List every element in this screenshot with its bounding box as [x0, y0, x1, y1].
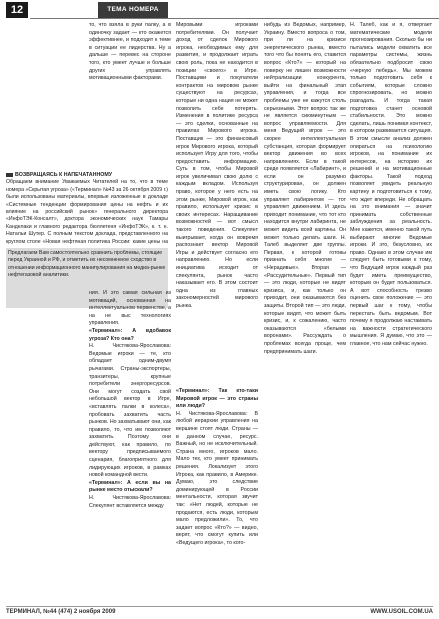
- column-2-top: [176, 22, 258, 380]
- column-3: [264, 22, 346, 602]
- interview-question: «Терминал»: Так кто-таки Мировой игрок — это страны или люди?: [176, 388, 258, 410]
- sidebar-notice: [6, 172, 168, 246]
- footer-issue: ТЕРМИНАЛ, №44 (474) 2 ноября 2009: [6, 609, 116, 615]
- section-label: ТЕМА НОМЕРА: [98, 2, 168, 18]
- paragraph: Н. Чистякова-Ярославова: Ведомые игроки — те, кто обладает одним-двумя рычагами. Страны-экспортеры, транзитеры, крупные потребители энергоресурсов. Они могут создать свой небольшой вектор в Игре, «вставлять палки в колеса», пробовать захватить часть рынков. Но захватывают они, как правило, то, что им позволяют захватить. Поэтому они действуют, как правило, по вектору предписываемого сценария, благоприятного для лидирующих игроков, в рамках новой командной вести.: [89, 343, 171, 479]
- paragraph: Мировыми игроками потребителями. Он получает доход от сделок Мирового игрока, необходимых ему для развития, и продолжает играть свою роль, пока не находится в позиции «своего» в Игре. Поставщики и покупатели контрактов на мировом рынке существуют на ресурсах, которые ни одна нация не может позволить себе потерять. Изменения в политике ресурса — это сделки, основанные на правилах Мирового игрока. Поставщик — это финансовый игрок Мирового игрока, который использует Игру для того, чтобы предоставить информацию. Суть в том, чтобы Мировой игрок увеличивал свою долю с каждым вкладом. Используя право, которое у него есть на этом рынке, Мировой игрок, как правило, использует кризис в своих интересах. Наращивание возможностей — вот смысл такого поведения. Спекулянт выигрывает, когда он вовремя распознает вектор Мировой Игры и действует согласно его направлению. Но если инициатива исходит от спекулянта, рынок часто наказывает его. В этом состоит одна из главных закономерностей мирового рынка.: [176, 22, 258, 309]
- footer-url: WWW.USOIL.COM.UA: [370, 609, 433, 615]
- column-2-bottom: [176, 388, 258, 598]
- interview-question: «Терминал»: А вдобавок угроза? Кто она?: [89, 327, 171, 342]
- paragraph: то, что взяла в руки палку, а в одиночку задает — кто окажется эффективнее, и подходит к теме в ситуации ее лидерства. Ну а дальше — перевес на стороне того, кто умеет лучше и больше других управлять мотивационными факторами.: [89, 22, 171, 82]
- sidebar-body: Обращаем внимание Уважаемых Читателей на то, что в теме номера «Скрытая угроза» («Терминал» №43 за 26 октября 2009 г.) были использованы материалы, впервые изложенные в докладе «Системные тенденции формирования цены на нефть и их влияние на российский рынок» генерального директора «ИнфоТЭК-Консалт», доктора экономических наук Тамары Канделаки и главного редактора бюллетеня «ИнфоТЭК», к. т. н. Натальи Шутер. С полным текстом доклада, представленного на круглом столе «Новая нефтяная политика России: какие цены на: [6, 179, 168, 245]
- paragraph: Н. Чистякова-Ярославова: В любой иерархии управления на вершине стоят люди. Страны — в данном случае, ресурс. Важный, но не исключительный. Страна много, игроков мало. Мало тех, кто умеет принимать решения. Локализует этого Игрока, как правило, в Америке. Думаю, это следствие доминирующей в России ментальности, которая звучит так: «Нет людей, которые не продаются, есть люди, которым мало предложили». То, что задает вопрос «Кто?» — видно, верят, что смогут купить или «Ведущего игрока», то кого-: [176, 410, 258, 546]
- page-header: [0, 0, 439, 20]
- paragraph: нибудь из Ведомых, например, Украину. Вместо вопроса о том, при ли на кризисе энергетического рынка, вместо того что бы понять его, ставится вопрос «Кто?» — который на поверку не лишен возможности нейтрализации конкурента, выйти на финальный этап управления, и тогда все проблемы уже не кажутся столь серьезными. Этот вопрос так же не является сиюминутным — вопрос управляемости. Для меня Ведущий игрок — это скорее интеллектуальная субстанция, которая формирует вектор движения во всех направлениях. Если в такой среде появляется «Лабиринт», и если он разумно структурирован, он должен иметь свою логику. Кто управляет лабиринтом — тот управляет движением. И здесь приходит понимание, что тот кто находится внутри лабиринта, не может видеть всей картины. Он может только делать шаги. Н. Талеб выделяет две группы. Первая, к которой готовы признать себя многие — «Нерадивые». Вторая — «Рассудительные». Первый тип — это люди, которые не видят кризиса, и, как только он приходит, они оказываются без защиты. Второй тип — это люди, которые видят, что может быть кризис, и, к сожалению, часто оказываются «белыми воронами». Рассуждать о проблемах всегда проще, чем предпринимать шаги.: [264, 22, 346, 355]
- column-1-top: [89, 22, 171, 164]
- header-rule: [30, 18, 439, 19]
- paragraph: Н. Чистякова-Ярославова: Спекулянт вставляется между: [89, 495, 171, 509]
- paragraph: ния. И это самая сильная из мотиваций, основанная на интеллектуальном первенстве, а на не выс технологиях управления.: [89, 290, 171, 327]
- paragraph: Н. Талеб, как и я, отвергает математические модели прогнозирования. Сколько бы ни пытались модели охватить все параметры системы, жизнь обязательно подбросит свою «черную лебедь». Мы можем только подготовить себя к событиям, которые сложно спрогнозировать, но можно разгадать. И тогда такая подготовка станет основой стабильности. Это можно сделать, лишь понимая контекст, в котором развивается ситуация. В этом смысле анализ должен опираться на психологию игроков, на понимание их интересов, на историю их решений и на мотивационные факторы. Такой подход позволяет увидеть реальную картину и подготовиться к тому, что ждет впереди. Не обращать на это внимания — значит принимать собственные заблуждения за реальность. Мне кажется, именно такой путь выбирают многие Ведомые игроки. И это, безусловно, их право. Однако в этом случае им следует быть готовыми к тому, что Ведущий игрок каждый раз будет иметь преимущество, которым он будет пользоваться. А вот способность трезво оценить свое положение — это первый шаг к тому, чтобы перестать быть ведомым. Вот почему я продолжаю настаивать на важности стратегического мышления. Я думаю, что это — главное, что нам сейчас нужно.: [350, 22, 432, 347]
- gray-box-text: Предлагаем Вам самостоятельно сравнить проблемы, стоящие перед Украиной и РФ, и отметить их несомненное сходство в отношении информационного манипулирования на медиа-рынке нефтегазовой аналитики.: [8, 250, 166, 279]
- column-4: [350, 22, 432, 602]
- page-number: 12: [6, 2, 28, 18]
- page-footer: [0, 606, 439, 619]
- footer-rule: [6, 606, 433, 607]
- interview-question: «Терминал»: А если вы на рынке место отыскали?: [89, 479, 171, 494]
- column-1-bottom: [89, 290, 171, 600]
- sidebar-heading: ВОЗВРАЩАЯСЬ К НАПЕЧАТАННОМУ: [6, 172, 168, 179]
